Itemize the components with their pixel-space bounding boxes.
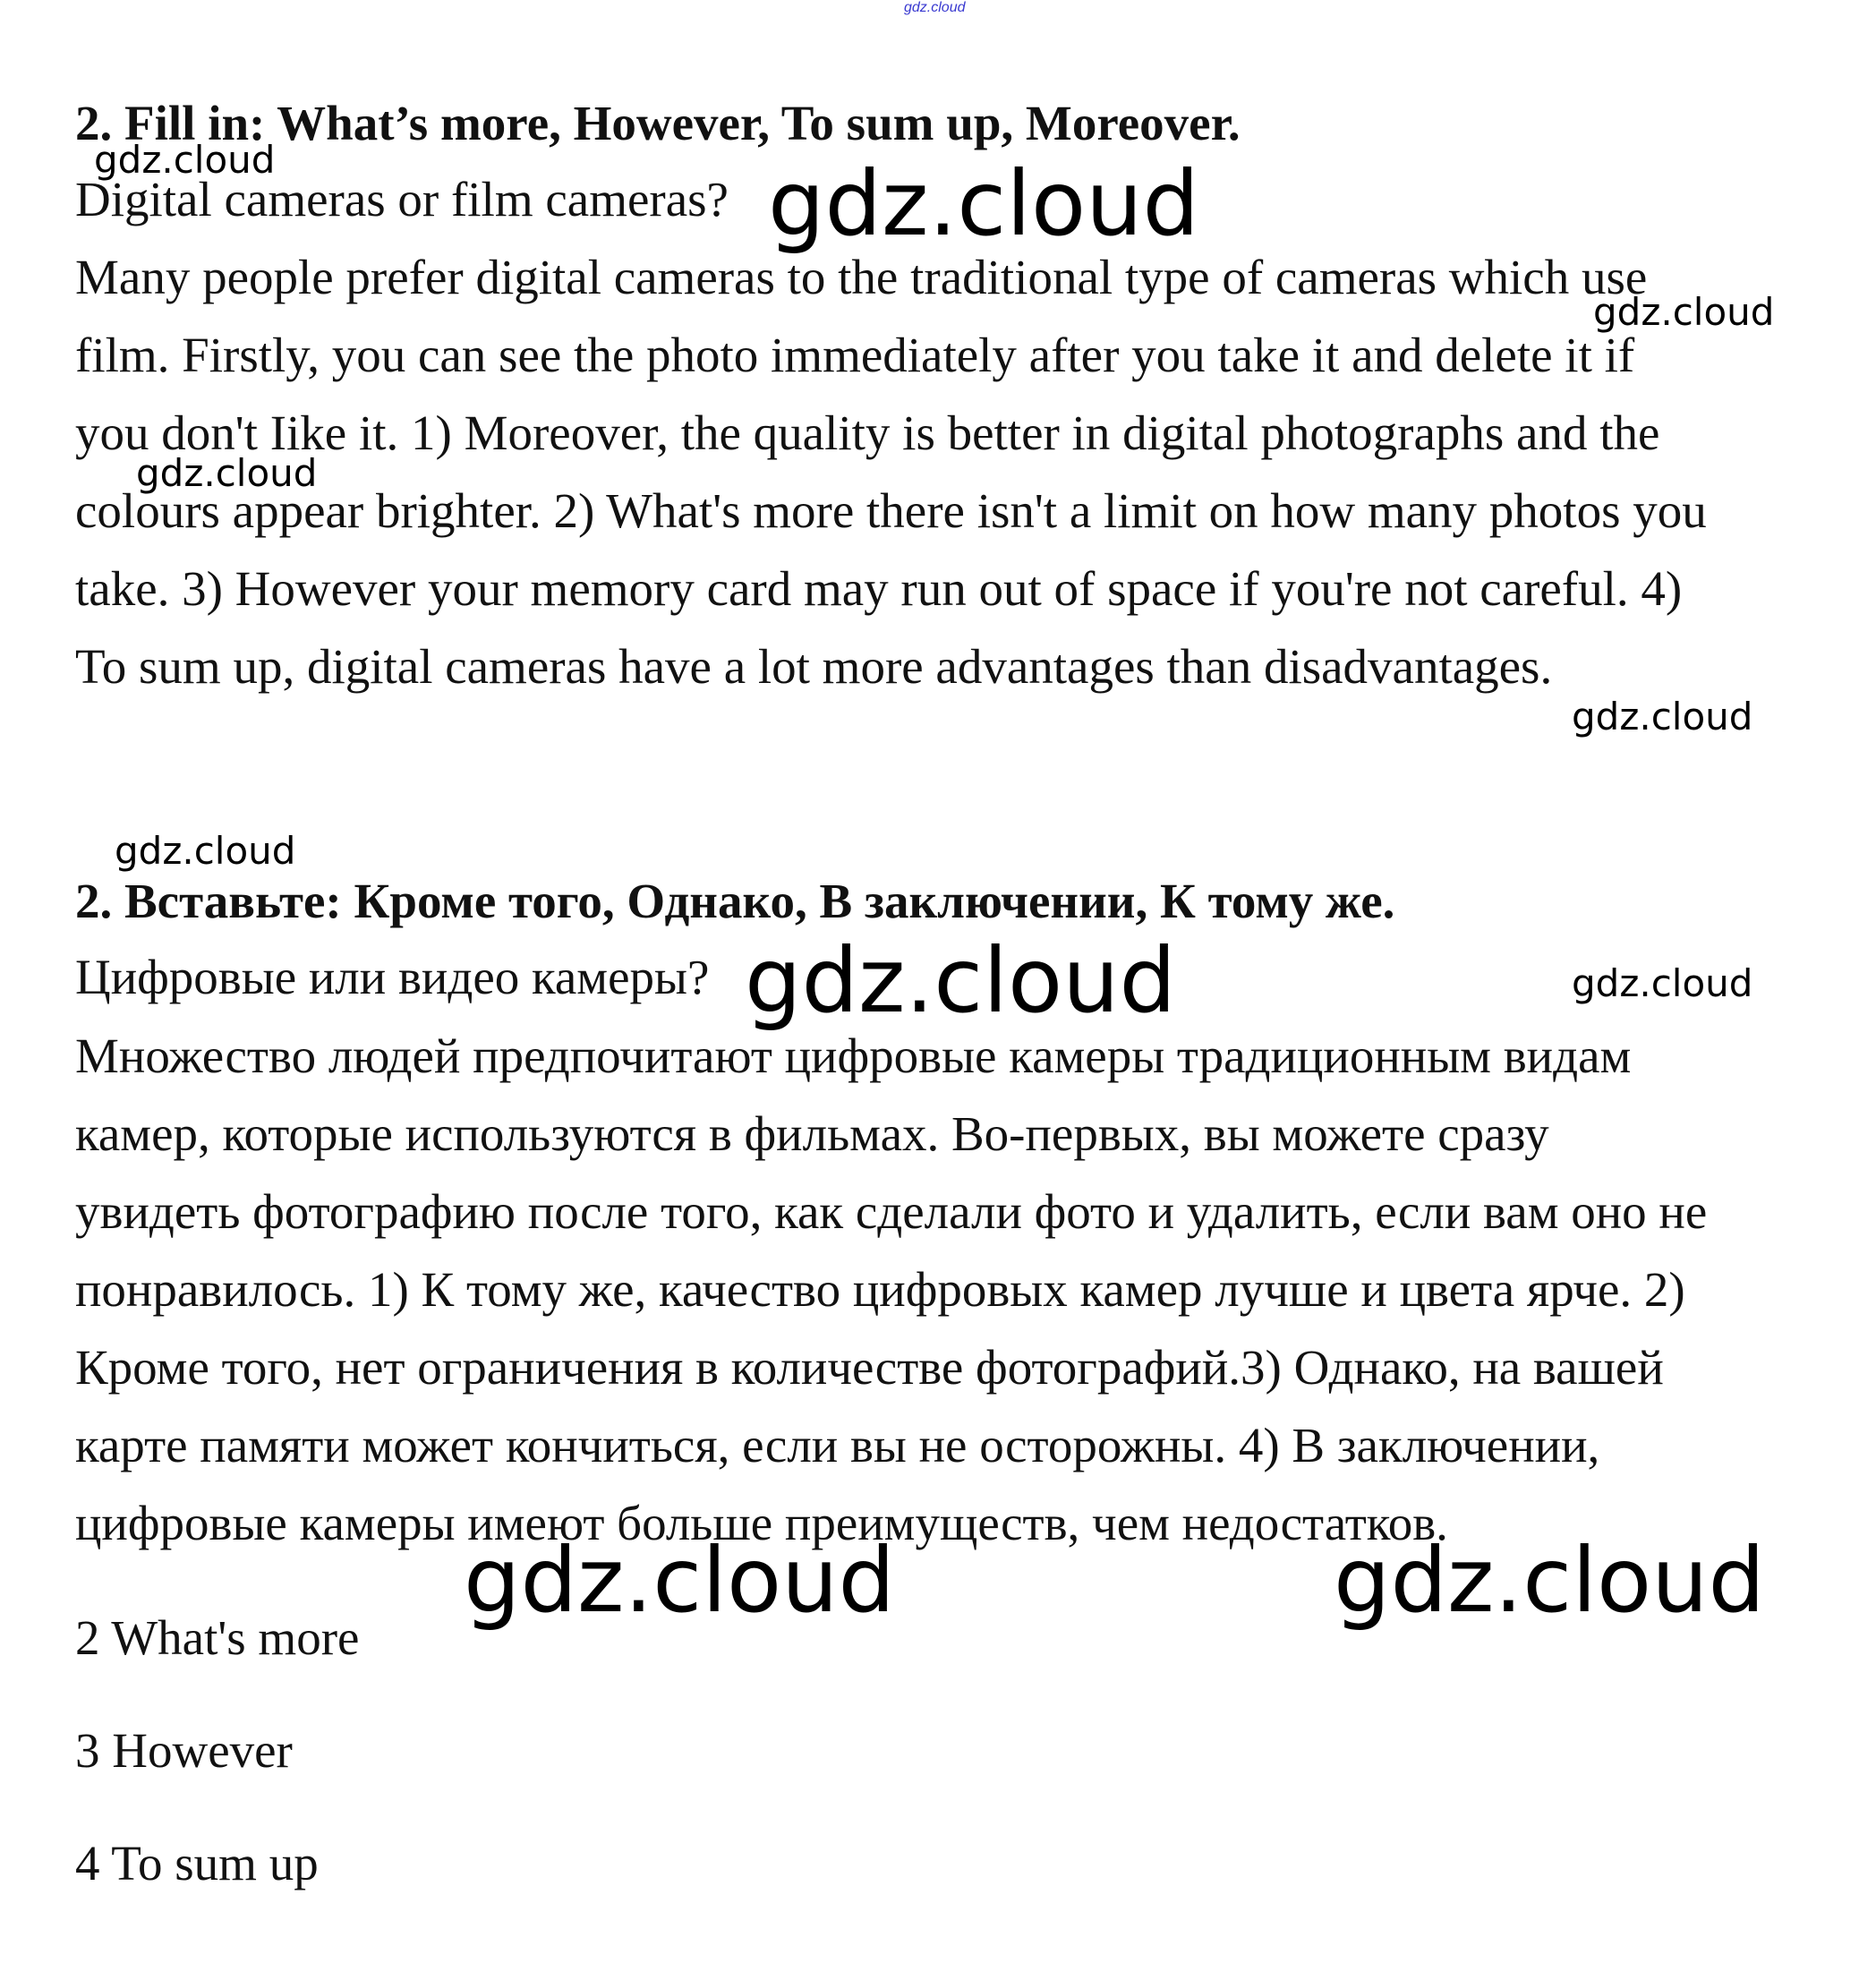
russian-heading: 2. Вставьте: Кроме того, Однако, В заключении, К тому же. [75,874,1395,928]
answer-item: 4 To sum up [75,1836,319,1890]
english-heading: 2. Fill in: What’s more, However, To sum up, Moreover. [75,96,1241,150]
watermark: gdz.cloud [1572,961,1753,1005]
english-title: Digital cameras or film cameras? [75,172,729,226]
watermark: gdz.cloud [1572,695,1753,738]
watermark: gdz.cloud [464,1528,896,1633]
watermark: gdz.cloud [745,928,1177,1033]
watermark: gdz.cloud [115,829,296,873]
site-link[interactable]: gdz.cloud [904,0,966,15]
english-line: you don't Iike it. 1) Moreover, the quality is better in digital photographs and the [75,405,1660,460]
answer-item: 3 However [75,1723,293,1778]
russian-line: Множество людей предпочитают цифровые камеры традиционным видам [75,1028,1632,1083]
watermark: gdz.cloud [768,151,1200,256]
english-line: To sum up, digital cameras have a lot more advantages than disadvantages. [75,639,1553,694]
russian-line: понравилось. 1) К тому же, качество цифровых камер лучше и цвета ярче. 2) [75,1262,1685,1317]
english-line: film. Firstly, you can see the photo immediately after you take it and delete it if [75,328,1635,382]
english-line: Many people prefer digital cameras to the traditional type of cameras which use [75,250,1648,304]
russian-title: Цифровые или видео камеры? [75,950,710,1004]
english-line: colours appear brighter. 2) What's more there isn't a limit on how many photos you [75,483,1707,538]
english-line: take. 3) However your memory card may run out of space if you're not careful. 4) [75,561,1683,616]
russian-line: Кроме того, нет ограничения в количестве фотографий.3) Однако, на вашей [75,1340,1664,1395]
watermark: gdz.cloud [1593,290,1775,334]
russian-line: камер, которые используются в фильмах. Во-первых, вы можете сразу [75,1106,1549,1161]
russian-line: карте памяти может кончиться, если вы не осторожны. 4) В заключении, [75,1418,1600,1472]
russian-line: увидеть фотографию после того, как сделали фото и удалить, если вам оно не [75,1184,1708,1239]
russian-line: цифровые камеры имеют больше преимуществ, чем недостатков. [75,1496,1448,1550]
watermark: gdz.cloud [94,138,276,182]
watermark: gdz.cloud [136,451,318,495]
answer-item: 2 What's more [75,1610,360,1665]
watermark: gdz.cloud [1334,1528,1766,1633]
